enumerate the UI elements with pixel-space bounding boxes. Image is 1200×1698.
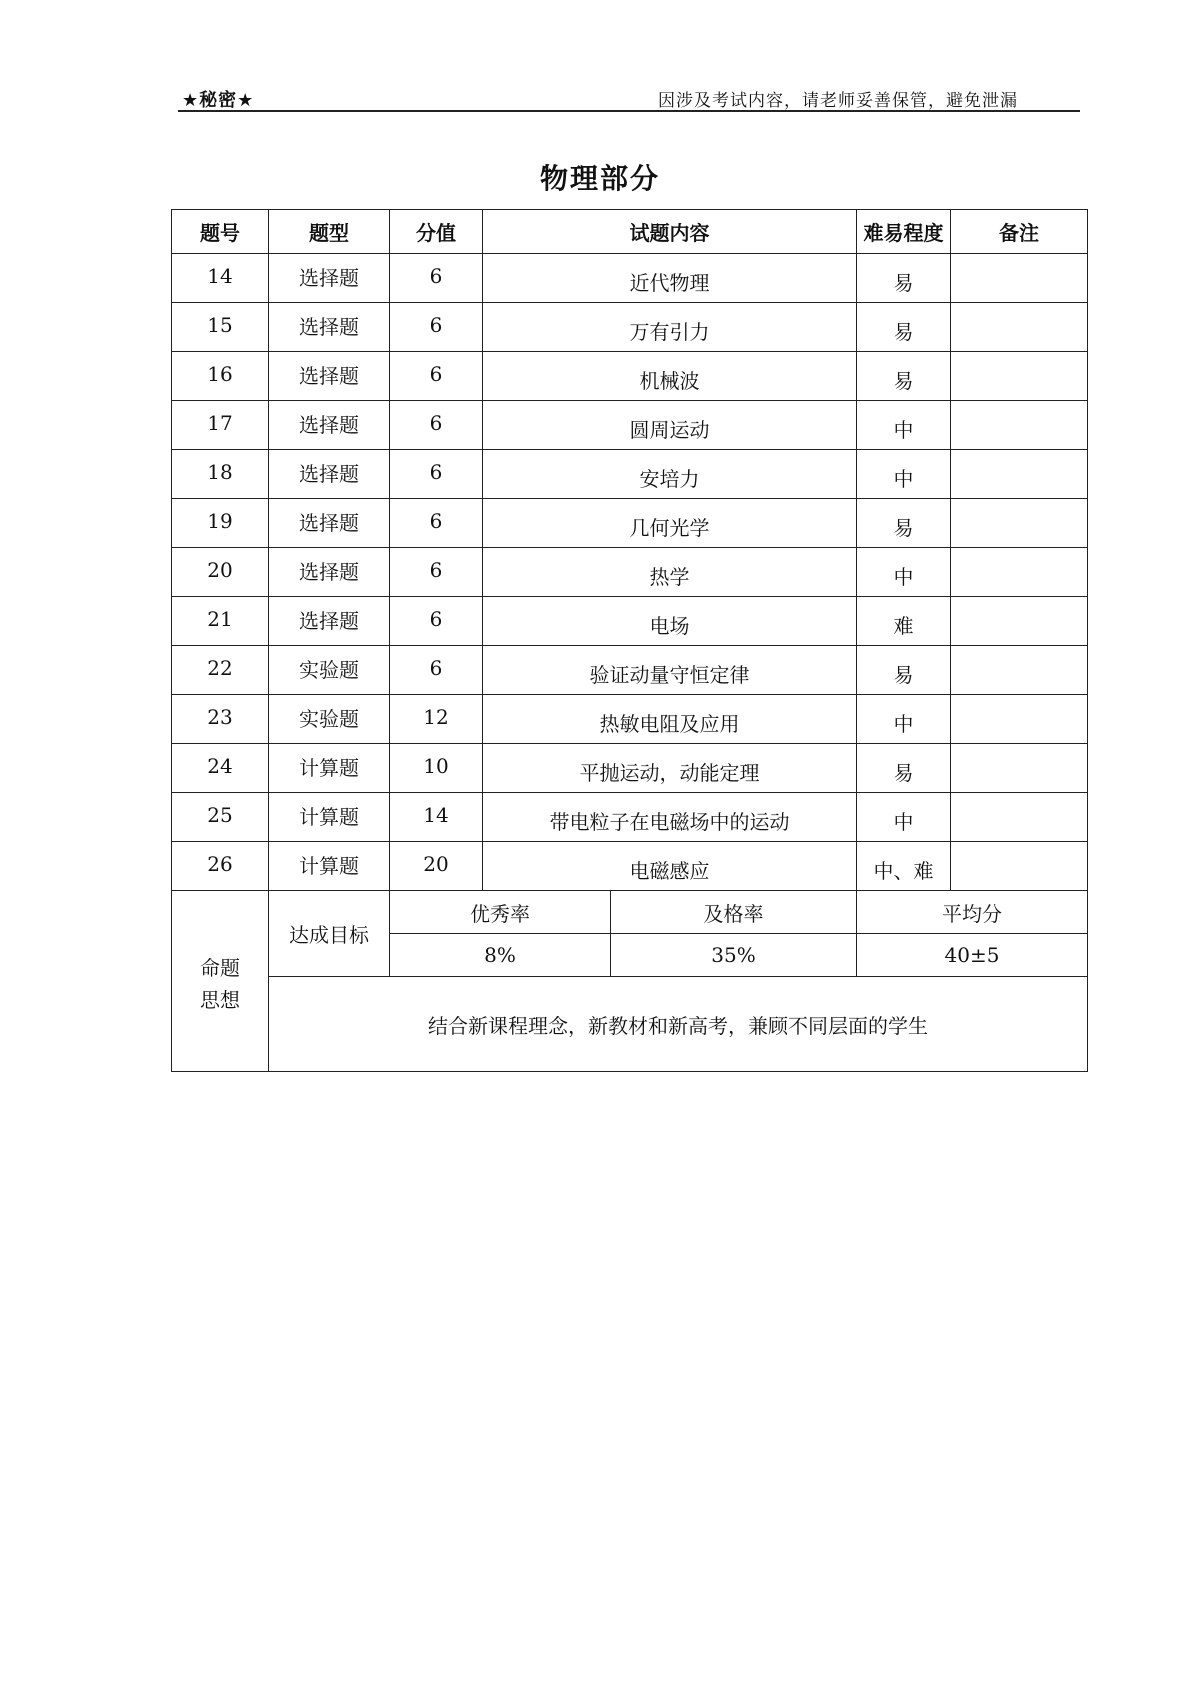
question-score: 6 [390,401,483,450]
goal-value-excellent: 8% [390,934,611,977]
table-row [172,548,1088,597]
question-score: 6 [390,499,483,548]
question-type: 选择题 [269,499,390,548]
question-topic: 安培力 [483,450,857,499]
question-number: 15 [172,303,269,352]
question-difficulty: 易 [857,744,951,793]
col-header-type: 题型 [269,210,390,254]
question-topic: 电磁感应 [483,842,857,891]
goal-value-pass: 35% [611,934,857,977]
question-score: 6 [390,450,483,499]
question-difficulty: 难 [857,597,951,646]
question-note [951,352,1088,401]
question-type: 选择题 [269,303,390,352]
table-row [172,450,1088,499]
question-note [951,548,1088,597]
table-row [172,842,1088,891]
question-topic: 圆周运动 [483,401,857,450]
question-topic: 近代物理 [483,254,857,303]
question-topic: 平抛运动，动能定理 [483,744,857,793]
table-row [172,597,1088,646]
question-number: 21 [172,597,269,646]
question-number: 19 [172,499,269,548]
question-type: 选择题 [269,597,390,646]
table-row [172,499,1088,548]
question-score: 6 [390,646,483,695]
col-header-score: 分值 [390,210,483,254]
question-number: 14 [172,254,269,303]
question-note [951,401,1088,450]
proposition-summary: 结合新课程理念，新教材和新高考，兼顾不同层面的学生 [269,977,1088,1072]
question-score: 12 [390,695,483,744]
question-difficulty: 易 [857,646,951,695]
question-topic: 热敏电阻及应用 [483,695,857,744]
table-row [172,744,1088,793]
question-note [951,793,1088,842]
table-header-row [172,210,1088,254]
question-topic: 验证动量守恒定律 [483,646,857,695]
summary-row [172,977,1088,1072]
question-number: 18 [172,450,269,499]
question-note [951,597,1088,646]
question-score: 6 [390,352,483,401]
question-topic: 几何光学 [483,499,857,548]
table-row [172,695,1088,744]
table-row [172,254,1088,303]
question-type: 选择题 [269,548,390,597]
goal-header-pass: 及格率 [611,891,857,934]
table-row [172,401,1088,450]
question-score: 10 [390,744,483,793]
question-type: 选择题 [269,352,390,401]
proposition-thought-label [172,891,269,1072]
question-number: 23 [172,695,269,744]
goal-value-average: 40±5 [857,934,1088,977]
question-difficulty: 中 [857,695,951,744]
exam-plan-table [171,209,1088,1072]
question-note [951,499,1088,548]
question-score: 6 [390,254,483,303]
goal-label: 达成目标 [269,891,390,977]
question-note [951,450,1088,499]
question-number: 16 [172,352,269,401]
question-note [951,744,1088,793]
goal-header-average: 平均分 [857,891,1088,934]
question-note [951,646,1088,695]
question-score: 6 [390,548,483,597]
question-difficulty: 中 [857,450,951,499]
page-title: 物理部分 [539,162,660,195]
table-row [172,352,1088,401]
question-difficulty: 易 [857,254,951,303]
goal-header-row [172,891,1088,934]
question-score: 6 [390,303,483,352]
confidential-notice: 因涉及考试内容，请老师妥善保管，避免泄漏 [658,91,1018,111]
question-topic: 机械波 [483,352,857,401]
question-topic: 万有引力 [483,303,857,352]
question-type: 计算题 [269,842,390,891]
question-score: 20 [390,842,483,891]
question-topic: 电场 [483,597,857,646]
question-type: 选择题 [269,401,390,450]
col-header-number: 题号 [172,210,269,254]
question-number: 24 [172,744,269,793]
goal-header-excellent: 优秀率 [390,891,611,934]
question-difficulty: 中 [857,793,951,842]
question-number: 17 [172,401,269,450]
question-topic: 带电粒子在电磁场中的运动 [483,793,857,842]
question-note [951,303,1088,352]
question-note [951,842,1088,891]
question-type: 实验题 [269,695,390,744]
question-number: 22 [172,646,269,695]
question-difficulty: 中 [857,548,951,597]
question-number: 25 [172,793,269,842]
question-topic: 热学 [483,548,857,597]
table-row [172,793,1088,842]
question-type: 选择题 [269,254,390,303]
confidential-mark: ★秘密★ [182,90,255,111]
question-number: 26 [172,842,269,891]
question-difficulty: 中 [857,401,951,450]
question-type: 实验题 [269,646,390,695]
question-type: 计算题 [269,793,390,842]
question-score: 6 [390,597,483,646]
question-difficulty: 易 [857,303,951,352]
header-divider [178,110,1080,112]
question-note [951,254,1088,303]
table-row [172,646,1088,695]
proposition-thought-label-line2: 思想 [200,988,240,1012]
question-type: 选择题 [269,450,390,499]
proposition-thought-label-line1: 命题 [200,956,240,980]
question-difficulty: 中、难 [857,842,951,891]
question-difficulty: 易 [857,499,951,548]
col-header-difficulty: 难易程度 [857,210,951,254]
question-type: 计算题 [269,744,390,793]
table-row [172,303,1088,352]
question-note [951,695,1088,744]
col-header-content: 试题内容 [483,210,857,254]
col-header-note: 备注 [951,210,1088,254]
question-difficulty: 易 [857,352,951,401]
question-score: 14 [390,793,483,842]
question-number: 20 [172,548,269,597]
